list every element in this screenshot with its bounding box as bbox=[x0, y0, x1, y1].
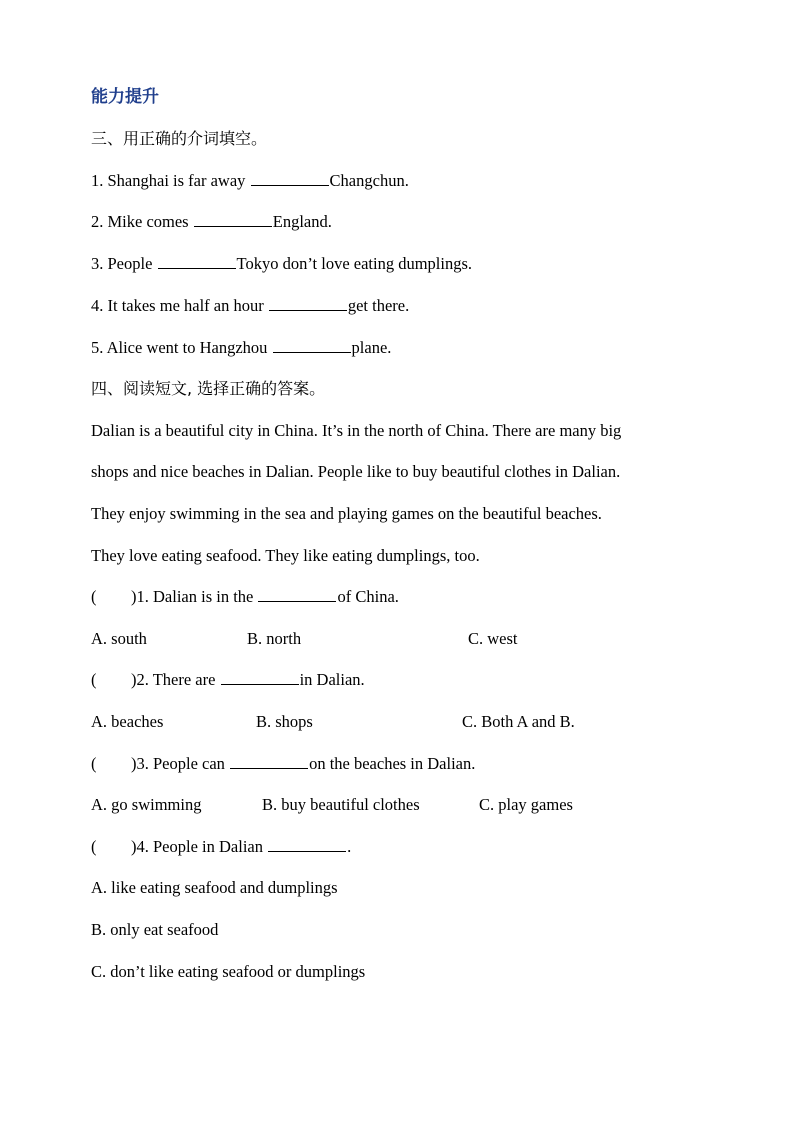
part3-heading: 三、用正确的介词填空。 bbox=[91, 129, 268, 148]
fill-item-text-before: 4. It takes me half an hour bbox=[91, 296, 268, 315]
question-text-before: 1. Dalian is in the bbox=[136, 587, 258, 606]
question-3 bbox=[91, 754, 475, 774]
fill-item-text-before: 1. Shanghai is far away bbox=[91, 171, 250, 190]
option-a[interactable]: A. go swimming bbox=[91, 795, 202, 814]
part4-heading: 四、阅读短文, 选择正确的答案。 bbox=[91, 379, 326, 398]
option-a[interactable]: A. like eating seafood and dumplings bbox=[91, 878, 338, 897]
fill-item-text-after: get there. bbox=[347, 296, 410, 315]
question-text-before: 2. There are bbox=[136, 670, 220, 689]
bracket-close: ) bbox=[131, 837, 137, 856]
option-a[interactable]: A. south bbox=[91, 629, 147, 648]
answer-blank[interactable] bbox=[273, 338, 351, 353]
option-b[interactable]: B. buy beautiful clothes bbox=[262, 795, 420, 814]
fill-item-1 bbox=[91, 171, 409, 191]
bracket-close: ) bbox=[131, 670, 137, 689]
passage-line-3: They enjoy swimming in the sea and playing games on the beautiful beaches. bbox=[91, 504, 602, 523]
fill-item-text-after: plane. bbox=[351, 338, 392, 357]
fill-item-2 bbox=[91, 212, 332, 232]
fill-item-text-after: Changchun. bbox=[329, 171, 409, 190]
answer-blank bbox=[268, 837, 346, 852]
question-text-after: . bbox=[347, 837, 352, 856]
question-text-after: on the beaches in Dalian. bbox=[309, 754, 476, 773]
answer-blank[interactable] bbox=[251, 171, 329, 186]
answer-blank[interactable] bbox=[269, 296, 347, 311]
passage-line-1: Dalian is a beautiful city in China. It’s in the north of China. There are many big bbox=[91, 421, 622, 440]
answer-blank bbox=[221, 670, 299, 685]
question-text-before: 3. People can bbox=[136, 754, 230, 773]
question-text-before: 4. People in Dalian bbox=[136, 837, 268, 856]
answer-bracket[interactable]: ( bbox=[91, 587, 97, 606]
fill-item-text-before: 2. Mike comes bbox=[91, 212, 193, 231]
answer-blank[interactable] bbox=[194, 212, 272, 227]
passage-line-2: shops and nice beaches in Dalian. People like to buy beautiful clothes in Dalian. bbox=[91, 462, 621, 481]
option-b[interactable]: B. shops bbox=[256, 712, 313, 731]
answer-bracket[interactable]: ( bbox=[91, 754, 97, 773]
question-2 bbox=[91, 670, 365, 690]
fill-item-4 bbox=[91, 296, 409, 316]
option-c[interactable]: C. don’t like eating seafood or dumplings bbox=[91, 962, 366, 981]
option-c[interactable]: C. Both A and B. bbox=[462, 712, 575, 731]
fill-item-text-before: 5. Alice went to Hangzhou bbox=[91, 338, 272, 357]
bracket-close: ) bbox=[131, 587, 137, 606]
fill-item-text-after: Tokyo don’t love eating dumplings. bbox=[236, 254, 473, 273]
section-title: 能力提升 bbox=[91, 87, 159, 107]
answer-blank[interactable] bbox=[158, 254, 236, 269]
question-4 bbox=[91, 837, 351, 857]
question-1 bbox=[91, 587, 399, 607]
option-c[interactable]: C. play games bbox=[479, 795, 573, 814]
answer-blank bbox=[258, 587, 336, 602]
option-a[interactable]: A. beaches bbox=[91, 712, 164, 731]
answer-bracket[interactable]: ( bbox=[91, 837, 97, 856]
question-text-after: in Dalian. bbox=[299, 670, 365, 689]
fill-item-3 bbox=[91, 254, 472, 274]
option-c[interactable]: C. west bbox=[468, 629, 518, 648]
passage-line-4: They love eating seafood. They like eating dumplings, too. bbox=[91, 546, 480, 565]
fill-item-5 bbox=[91, 338, 391, 358]
option-b[interactable]: B. north bbox=[247, 629, 302, 648]
question-text-after: of China. bbox=[337, 587, 399, 606]
bracket-close: ) bbox=[131, 754, 137, 773]
answer-blank bbox=[230, 754, 308, 769]
option-b[interactable]: B. only eat seafood bbox=[91, 920, 219, 939]
answer-bracket[interactable]: ( bbox=[91, 670, 97, 689]
fill-item-text-before: 3. People bbox=[91, 254, 157, 273]
fill-item-text-after: England. bbox=[272, 212, 332, 231]
